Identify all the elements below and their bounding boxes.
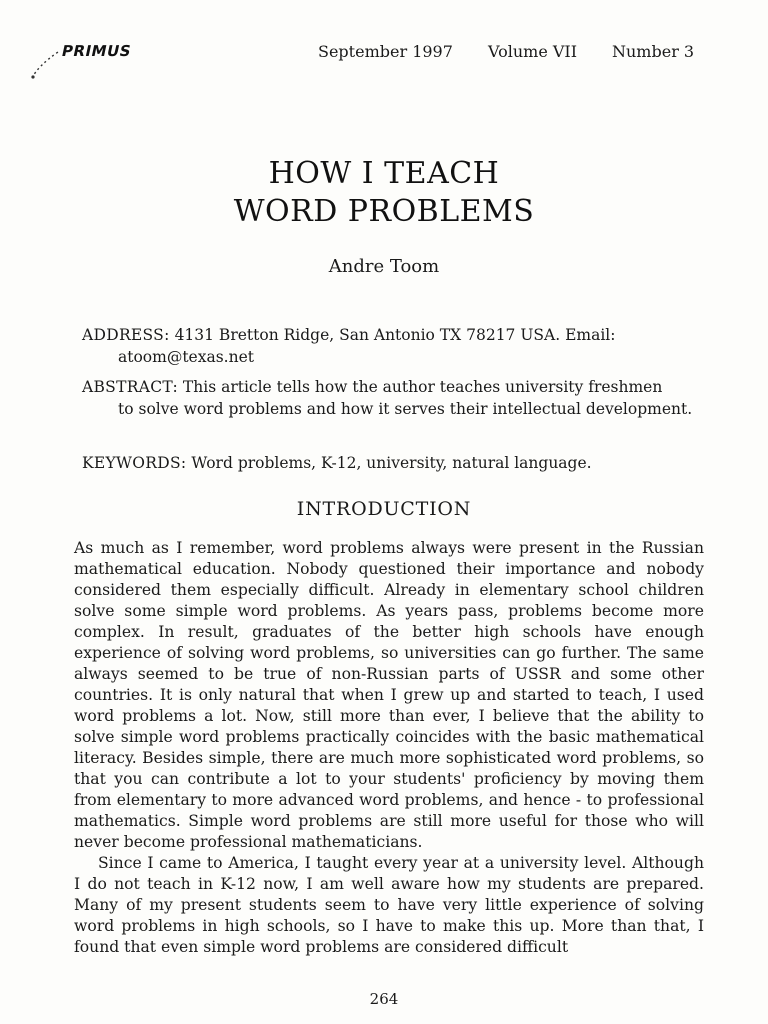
author-name: Andre Toom (328, 256, 440, 277)
body-text (74, 538, 704, 958)
issue-date: September 1997 (318, 42, 453, 61)
keywords-block (82, 452, 704, 474)
issue-number: Number 3 (612, 42, 695, 61)
paragraph: As much as I remember, word problems always were present in the Russian mathematical education. Nobody questioned their importance and nobody considered them especially difficult. Already in elementary school children solve some simple word problems. As years pass, problems become more complex. In result, graduates of the better high schools have enough experience of solving word problems, so universities can go further. The same always seemed to be true of non-Russian parts of USSR and some other countries. It is only natural that when I grew up and started to teach, I used word problems a lot. Now, still more than ever, I believe that the ability to solve simple word problems practically coincides with the basic mathematical literacy. Besides simple, there are much more sophisticated word problems, so that you can contribute a lot to your students' proficiency by moving them from elementary to more advanced word problems, and hence - to professional mathematics. Simple word problems are still more useful for those who will never become professional mathematicians. (74, 539, 704, 851)
logo-swoosh-icon (28, 46, 62, 82)
title-line-2: WORD PROBLEMS (233, 194, 535, 229)
title-line-1: HOW I TEACH (268, 156, 500, 191)
abstract-label: ABSTRACT: (82, 378, 178, 396)
keywords-text: Word problems, K-12, university, natural language. (191, 454, 592, 472)
abstract-block (82, 376, 704, 420)
address-label: ADDRESS: (82, 326, 170, 344)
paragraph: Since I came to America, I taught every year at a university level. Although I do not teach in K-12 now, I am well aware how my students are prepared. Many of my present students seem to have very little experience of solving word problems in high schools, so I have to make this up. More than that, I found that even simple word problems are considered difficult (74, 854, 704, 956)
abstract-text: This article tells how the author teaches university freshmen (182, 378, 663, 396)
article-title (0, 155, 768, 231)
section-heading: INTRODUCTION (296, 498, 472, 520)
running-header (318, 42, 694, 61)
keywords-label: KEYWORDS: (82, 454, 187, 472)
journal-logo: PRIMUS (60, 42, 133, 60)
address-email: atoom@texas.net (118, 348, 254, 366)
issue-volume: Volume VII (488, 42, 578, 61)
page-number: 264 (369, 990, 399, 1008)
address-text: 4131 Bretton Ridge, San Antonio TX 78217 USA. Email: (174, 326, 616, 344)
address-block (82, 324, 704, 368)
abstract-continuation: to solve word problems and how it serves their intellectual development. (118, 400, 693, 418)
